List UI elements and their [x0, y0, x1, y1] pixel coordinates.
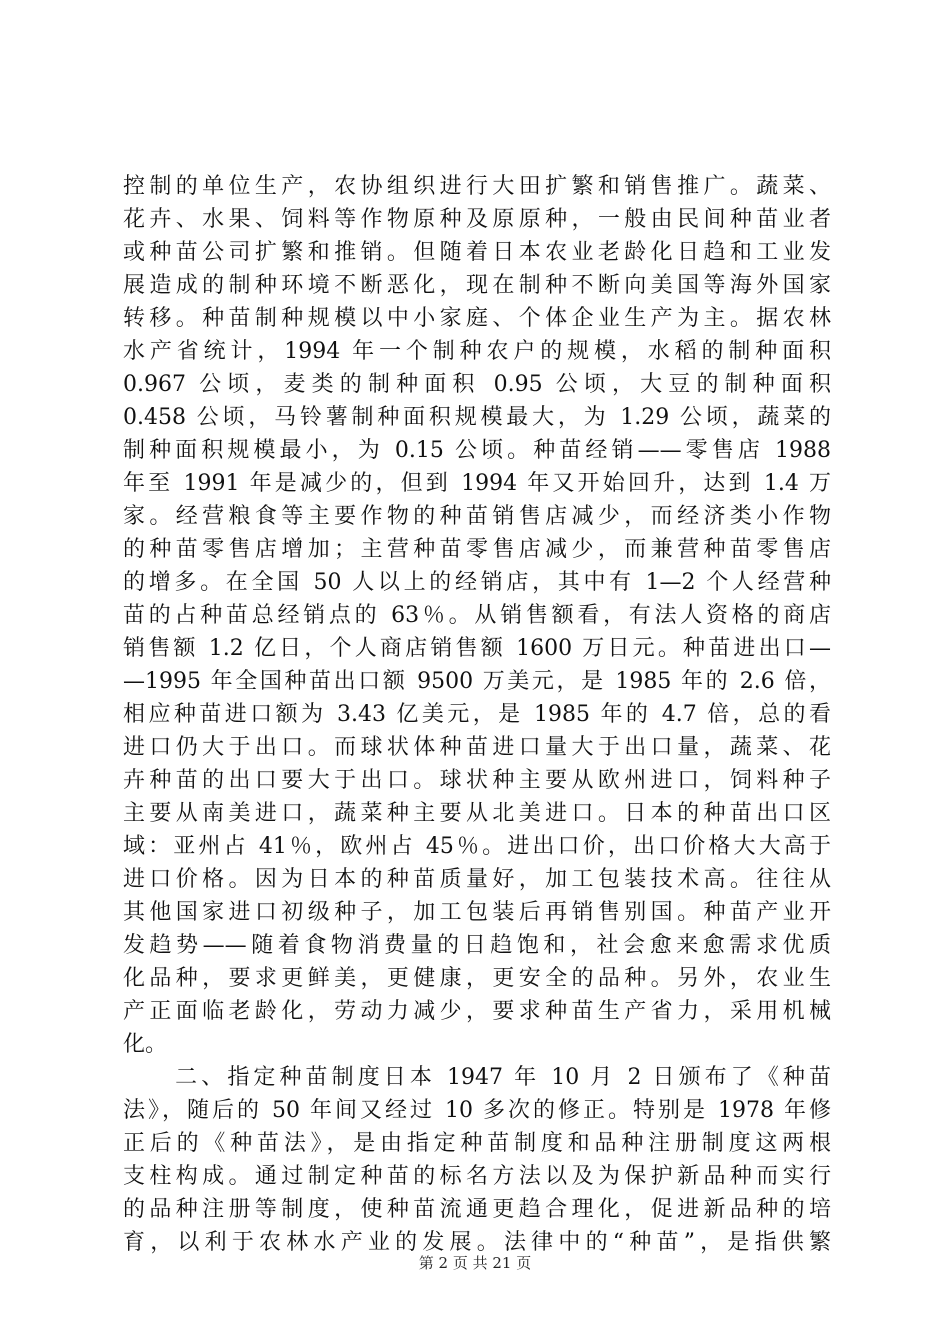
- text-line: 的增多。在全国 50 人以上的经销店，其中有 1—2 个人经营种: [123, 570, 831, 595]
- text-line: 的品种注册等制度，使种苗流通更趋合理化，促进新品种的培: [123, 1197, 831, 1222]
- text-line: 水产省统计，1994 年一个制种农户的规模，水稻的制种面积: [123, 339, 831, 364]
- text-line: 主要从南美进口，蔬菜种主要从北美进口。日本的种苗出口区: [123, 801, 831, 826]
- text-line: 支柱构成。通过制定种苗的标名方法以及为保护新品种而实行: [123, 1164, 831, 1189]
- text-line: 0.458 公顷，马铃薯制种面积规模最大，为 1.29 公顷，蔬菜的: [123, 405, 831, 430]
- text-line: 发趋势——随着食物消费量的日趋饱和，社会愈来愈需求优质: [123, 933, 831, 958]
- text-line: 制种面积规模最小，为 0.15 公顷。种苗经销——零售店 1988: [123, 438, 831, 463]
- text-line: 的种苗零售店增加；主营种苗零售店减少，而兼营种苗零售店: [123, 537, 831, 562]
- text-line: 正后的《种苗法》，是由指定种苗制度和品种注册制度这两根: [123, 1131, 831, 1156]
- text-line: 花卉、水果、饲料等作物原种及原原种，一般由民间种苗业者: [123, 207, 831, 232]
- page-number-footer: 第 2 页 共 21 页: [418, 1254, 532, 1272]
- text-line: 化品种，要求更鲜美，更健康，更安全的品种。另外，农业生: [123, 966, 831, 991]
- text-line: 其他国家进口初级种子，加工包装后再销售别国。种苗产业开: [123, 900, 831, 925]
- text-line: 或种苗公司扩繁和推销。但随着日本农业老龄化日趋和工业发: [123, 240, 831, 265]
- text-line: 控制的单位生产，农协组织进行大田扩繁和销售推广。蔬菜、: [123, 174, 831, 199]
- text-line: 展造成的制种环境不断恶化，现在制种不断向美国等海外国家: [123, 273, 831, 298]
- text-line: 产正面临老龄化，劳动力减少，要求种苗生产省力，采用机械: [123, 999, 831, 1024]
- text-line: 转移。种苗制种规模以中小家庭、个体企业生产为主。据农林: [123, 306, 831, 331]
- text-line: 育，以利于农林水产业的发展。法律中的“种苗”，是指供繁: [123, 1230, 831, 1255]
- text-line: 家。经营粮食等主要作物的种苗销售店减少，而经济类小作物: [123, 504, 831, 529]
- text-line: 进口价格。因为日本的种苗质量好，加工包装技术高。往往从: [123, 867, 831, 892]
- paragraph-end-line: 化。: [123, 1032, 168, 1057]
- section-heading-line: 二、指定种苗制度日本 1947 年 10 月 2 日颁布了《种苗: [123, 1065, 831, 1090]
- text-line: 卉种苗的出口要大于出口。球状种主要从欧州进口，饲料种子: [123, 768, 831, 793]
- text-line: 域：亚州占 41％，欧州占 45％。进出口价，出口价格大大高于: [123, 834, 831, 859]
- text-line: —1995 年全国种苗出口额 9500 万美元，是 1985 年的 2.6 倍，: [123, 669, 831, 694]
- body-text: [123, 170, 831, 1259]
- text-line: 年至 1991 年是减少的，但到 1994 年又开始回升，达到 1.4 万: [123, 471, 831, 496]
- text-line: 相应种苗进口额为 3.43 亿美元，是 1985 年的 4.7 倍，总的看: [123, 702, 831, 727]
- text-line: 0.967 公顷，麦类的制种面积 0.95 公顷，大豆的制种面积: [123, 372, 831, 397]
- text-line: 法》，随后的 50 年间又经过 10 多次的修正。特别是 1978 年修: [123, 1098, 831, 1123]
- text-line: 苗的占种苗总经销点的 63％。从销售额看，有法人资格的商店: [123, 603, 831, 628]
- text-line: 进口仍大于出口。而球状体种苗进口量大于出口量，蔬菜、花: [123, 735, 831, 760]
- text-line: 销售额 1.2 亿日，个人商店销售额 1600 万日元。种苗进出口—: [123, 636, 831, 661]
